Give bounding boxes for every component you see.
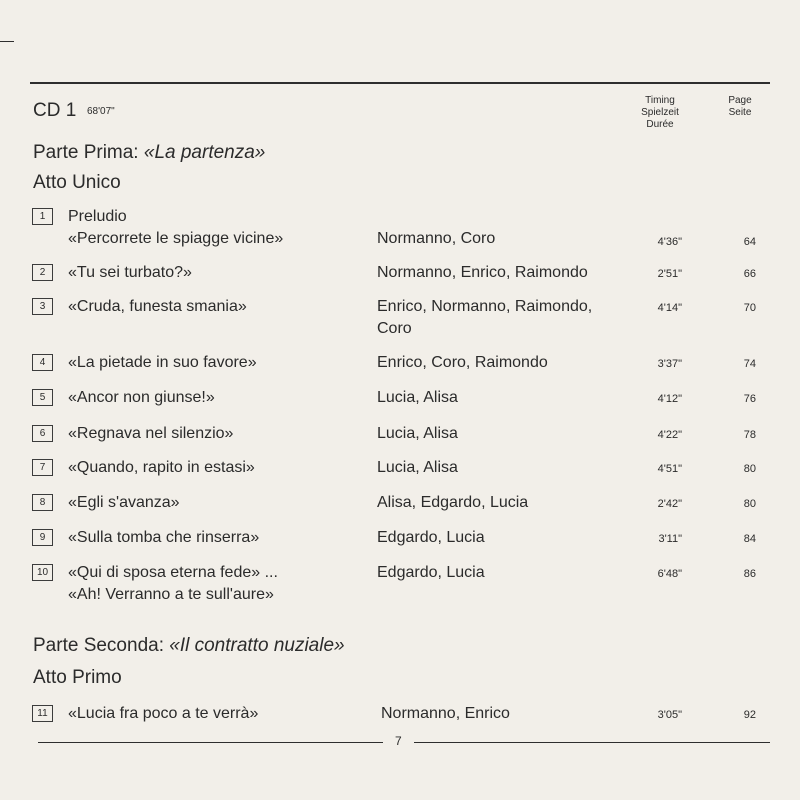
- track-timing: 4'51": [657, 463, 682, 475]
- track-number-box: 10: [32, 564, 53, 581]
- part-two-heading: [33, 635, 345, 657]
- track-title: «Sulla tomba che rinserra»: [68, 529, 260, 546]
- timing-header-fr: Durée: [646, 119, 674, 130]
- track-title: [68, 562, 278, 606]
- track-number-box: 3: [32, 298, 53, 315]
- top-left-rule: [0, 41, 14, 42]
- track-singers: Normanno, Enrico: [381, 705, 510, 722]
- cd-total-time: 68'07": [87, 106, 115, 117]
- track-singers: Alisa, Edgardo, Lucia: [377, 494, 529, 511]
- cd-label: CD 1: [33, 100, 77, 121]
- part-two-act: Atto Primo: [33, 667, 122, 688]
- track-number-box: 11: [32, 705, 53, 722]
- track-title-line1: «Qui di sposa eterna fede» ...: [68, 564, 278, 581]
- page-number: 7: [395, 734, 402, 748]
- track-number-box: 7: [32, 459, 53, 476]
- track-number-box: 4: [32, 354, 53, 371]
- timing-header-en: Timing: [645, 95, 675, 106]
- track-timing: 2'42": [657, 498, 682, 510]
- track-timing: 2'51": [657, 268, 682, 280]
- track-title: «Cruda, funesta smania»: [68, 298, 247, 315]
- footer-rule-left: [38, 742, 383, 743]
- track-number-box: 8: [32, 494, 53, 511]
- part-one-act: Atto Unico: [33, 172, 121, 193]
- track-title-line1: Preludio: [68, 208, 127, 225]
- part-two-title: «Il contratto nuziale»: [169, 635, 345, 656]
- page-header-de: Seite: [728, 107, 752, 118]
- track-page: 66: [743, 268, 756, 280]
- track-singers: Edgardo, Lucia: [377, 529, 485, 546]
- top-rule: [30, 82, 770, 84]
- track-title: «Egli s'avanza»: [68, 494, 180, 511]
- part-one-heading: [33, 142, 265, 164]
- track-timing: 3'11": [658, 533, 682, 545]
- track-title: «Lucia fra poco a te verrà»: [68, 705, 259, 722]
- part-one-label: Parte Prima:: [33, 142, 139, 163]
- track-title: [68, 206, 283, 250]
- track-number-box: 6: [32, 425, 53, 442]
- part-two-label: Parte Seconda:: [33, 635, 164, 656]
- track-title: «La pietade in suo favore»: [68, 354, 257, 371]
- track-number-box: 9: [32, 529, 53, 546]
- track-singers: Enrico, Normanno, Raimondo, Coro: [377, 298, 593, 337]
- track-page: 74: [743, 358, 756, 370]
- track-title-line2: «Ah! Verranno a te sull'aure»: [68, 586, 274, 603]
- track-timing: 3'05": [657, 709, 682, 721]
- timing-header: [630, 95, 690, 131]
- track-page: 80: [743, 463, 756, 475]
- timing-header-de: Spielzeit: [641, 107, 679, 118]
- track-title: «Ancor non giunse!»: [68, 389, 215, 406]
- track-timing: 4'36": [657, 236, 682, 248]
- track-page: 84: [743, 533, 756, 545]
- page-header: [718, 95, 762, 119]
- track-timing: 4'12": [657, 393, 682, 405]
- track-singers: Edgardo, Lucia: [377, 564, 485, 581]
- track-title-line2: «Percorrete le spiagge vicine»: [68, 230, 284, 247]
- track-timing: 6'48": [657, 568, 682, 580]
- track-page: 64: [743, 236, 756, 248]
- track-page: 76: [743, 393, 756, 405]
- track-singers: Lucia, Alisa: [377, 459, 458, 476]
- track-singers: Normanno, Coro: [377, 230, 496, 247]
- track-singers: Lucia, Alisa: [377, 425, 458, 442]
- track-singers: Lucia, Alisa: [377, 389, 458, 406]
- track-page: 86: [743, 568, 756, 580]
- track-title: «Tu sei turbato?»: [68, 264, 192, 281]
- track-title: «Quando, rapito in estasi»: [68, 459, 255, 476]
- track-timing: 3'37": [657, 358, 682, 370]
- track-singers: Enrico, Coro, Raimondo: [377, 354, 548, 371]
- track-page: 78: [743, 429, 756, 441]
- track-number-box: 5: [32, 389, 53, 406]
- track-number-box: 1: [32, 208, 53, 225]
- page-header-en: Page: [728, 95, 752, 106]
- track-timing: 4'14": [657, 302, 682, 314]
- footer-rule-right: [414, 742, 770, 743]
- track-page: 80: [743, 498, 756, 510]
- track-page: 92: [743, 709, 756, 721]
- part-one-title: «La partenza»: [143, 142, 266, 163]
- track-timing: 4'22": [657, 429, 682, 441]
- track-singers: Normanno, Enrico, Raimondo: [377, 264, 588, 281]
- track-number-box: 2: [32, 264, 53, 281]
- track-page: 70: [743, 302, 756, 314]
- track-title: «Regnava nel silenzio»: [68, 425, 234, 442]
